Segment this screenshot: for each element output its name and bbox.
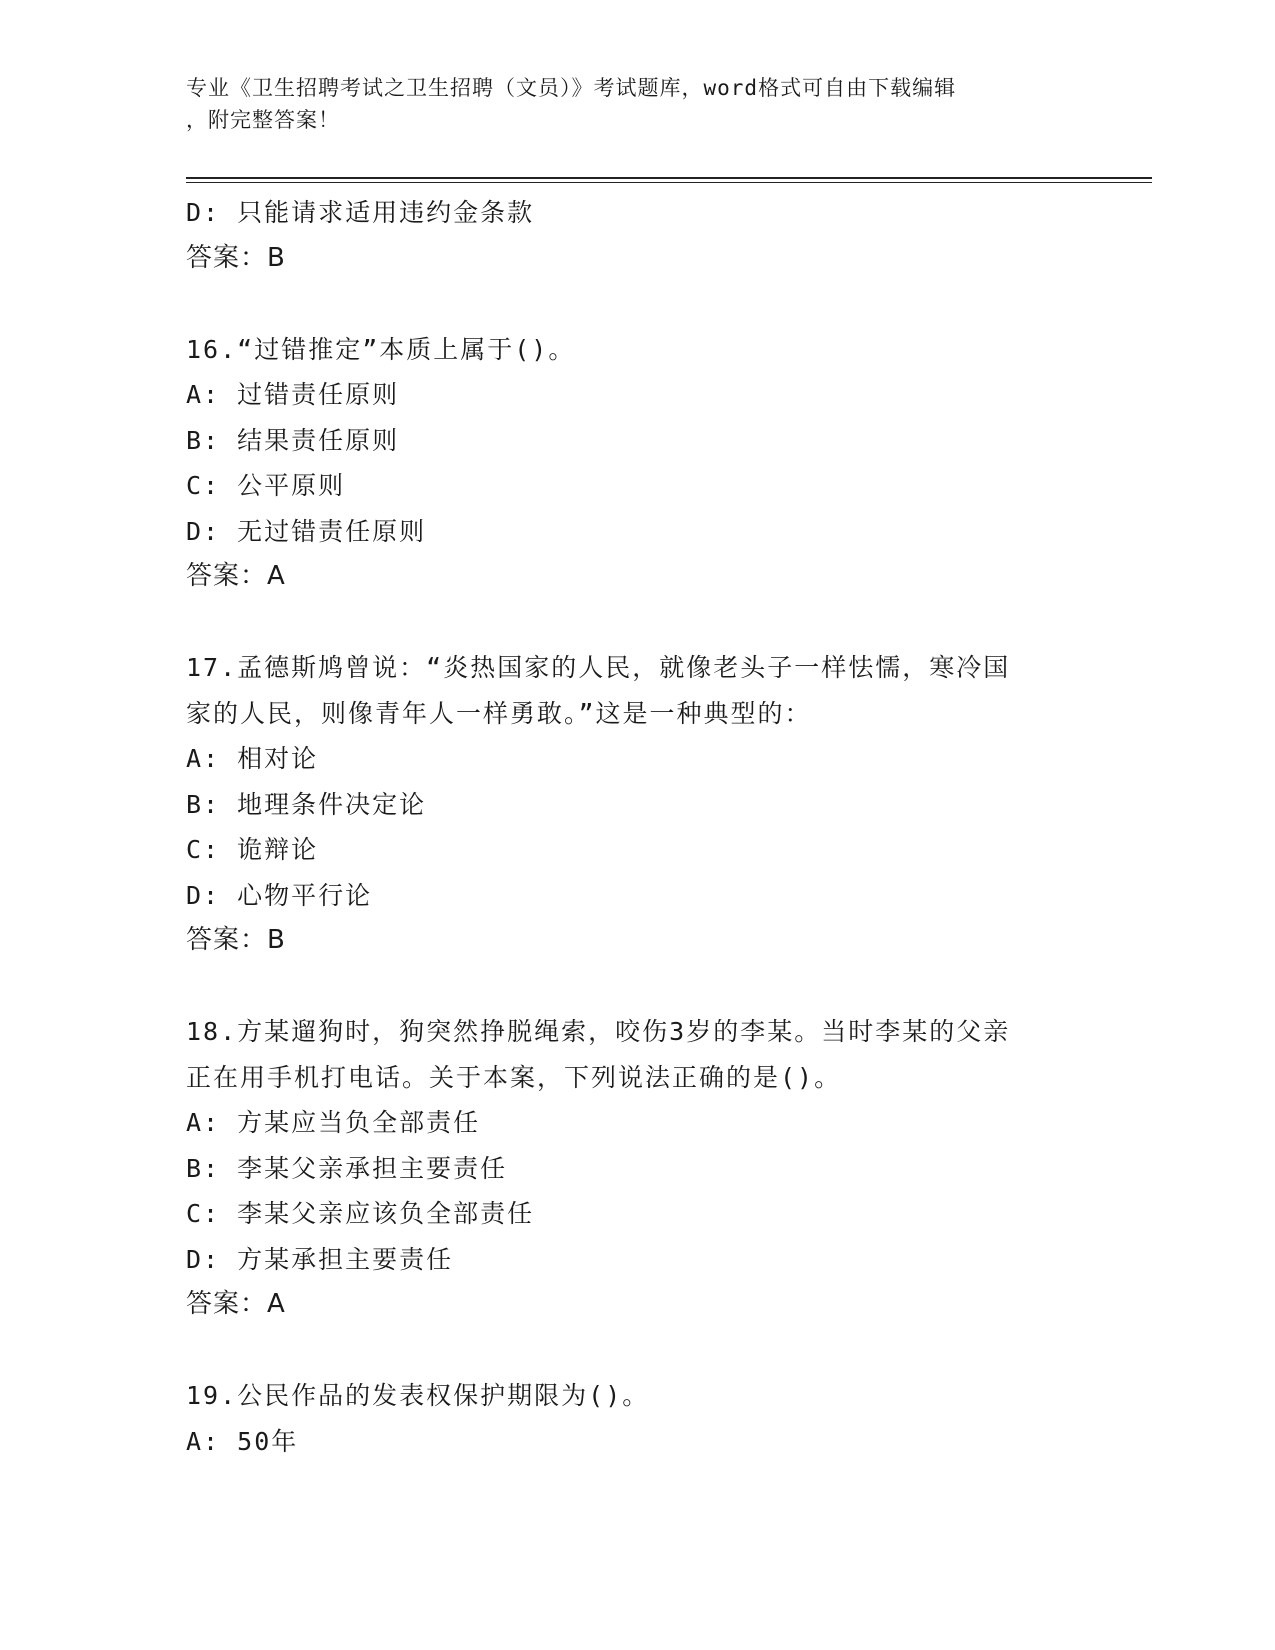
question-stem-line-1: 17.孟德斯鸠曾说：“炎热国家的人民，就像老头子一样怯懦，寒冷国 (186, 653, 1011, 682)
option-a: A: 过错责任原则 (186, 380, 400, 409)
option-d: D: 心物平行论 (186, 880, 373, 910)
option-c: C: 公平原则 (186, 471, 346, 500)
question-stem: 16.“过错推定”本质上属于()。 (186, 334, 576, 364)
question-stem-line-2: 家的人民，则像青年人一样勇敢。”这是一种典型的： (186, 698, 812, 728)
question-stem-line-1: 18.方某遛狗时，狗突然挣脱绳索，咬伤3岁的李某。当时李某的父亲 (186, 1017, 1011, 1046)
question-16 (186, 327, 1086, 600)
option-b: B: 结果责任原则 (186, 425, 400, 455)
header-divider-thick (186, 177, 1152, 179)
answer-line: 答案：B (186, 242, 286, 273)
option-a: A: 50年 (186, 1426, 299, 1456)
option-d: D: 无过错责任原则 (186, 516, 427, 546)
question-19 (186, 1373, 1086, 1464)
option-d: D: 方某承担主要责任 (186, 1244, 454, 1274)
option-b: B: 李某父亲承担主要责任 (186, 1153, 508, 1183)
question-stem: 19.公民作品的发表权保护期限为()。 (186, 1381, 650, 1410)
question-18 (186, 1009, 1086, 1328)
answer-line: 答案：A (186, 561, 286, 591)
answer-line: 答案：A (186, 1289, 286, 1319)
option-c: C: 诡辩论 (186, 835, 319, 864)
question-list (186, 190, 1086, 1464)
header-line-2: ，附完整答案！ (186, 108, 340, 132)
document-header (186, 72, 1086, 136)
option-a: A: 方某应当负全部责任 (186, 1108, 481, 1137)
question-stem-line-2: 正在用手机打电话。关于本案，下列说法正确的是()。 (186, 1062, 842, 1092)
header-line-1: 专业《卫生招聘考试之卫生招聘（文员）》考试题库，word格式可自由下载编辑 (186, 76, 957, 100)
answer-line: 答案：B (186, 925, 286, 955)
option-c: C: 李某父亲应该负全部责任 (186, 1199, 535, 1228)
header-divider-thin (186, 182, 1152, 183)
option-a: A: 相对论 (186, 744, 319, 773)
option-b: B: 地理条件决定论 (186, 789, 427, 819)
option-d: D: 只能请求适用违约金条款 (186, 198, 535, 227)
question-17 (186, 645, 1086, 964)
